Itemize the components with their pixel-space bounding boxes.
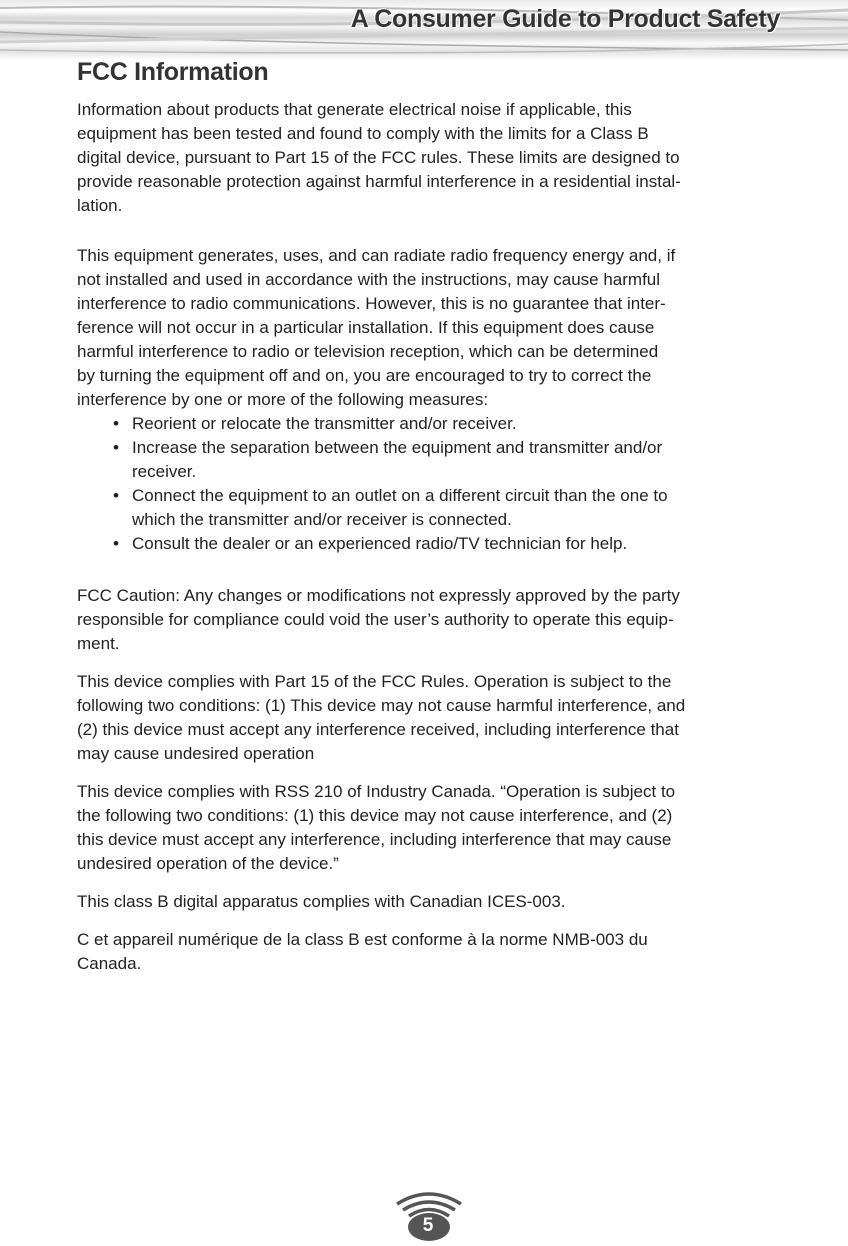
paragraph-interference xyxy=(77,244,777,412)
text-line: following two conditions: (1) This device may not cause harmful interference, and xyxy=(77,696,686,715)
text-line: may cause undesired operation xyxy=(77,744,315,763)
text-line: ference will not occur in a particular installation. If this equipment does cause xyxy=(77,318,655,337)
text-line: This device complies with RSS 210 of Industry Canada. “Operation is subject to xyxy=(77,782,676,801)
bullet-icon: • xyxy=(113,414,119,433)
text-line: receiver. xyxy=(132,462,197,481)
text-line: Reorient or relocate the transmitter and/or receiver. xyxy=(132,414,517,433)
text-line: by turning the equipment off and on, you are encouraged to try to correct the xyxy=(77,366,652,385)
text-line: harmful interference to radio or television reception, which can be determined xyxy=(77,342,659,361)
list-item xyxy=(77,412,777,436)
list-item xyxy=(77,532,777,556)
text-line: This class B digital apparatus complies with Canadian ICES-003. xyxy=(77,892,566,911)
text-line: Connect the equipment to an outlet on a different circuit than the one to xyxy=(132,486,668,505)
text-line: (2) this device must accept any interference received, including interference that xyxy=(77,720,679,739)
paragraph-ices003 xyxy=(77,890,777,914)
text-line: undesired operation of the device.” xyxy=(77,854,339,873)
text-line: Consult the dealer or an experienced radio/TV technician for help. xyxy=(132,534,628,553)
paragraph-nmb003 xyxy=(77,928,777,976)
text-line: interference by one or more of the following measures: xyxy=(77,390,489,409)
bullet-icon: • xyxy=(113,534,119,553)
header-title: A Consumer Guide to Product Safety xyxy=(350,5,780,33)
text-line: C et appareil numérique de la class B est conforme à la norme NMB-003 du xyxy=(77,930,648,949)
measures-list xyxy=(77,412,777,556)
text-line: This device complies with Part 15 of the FCC Rules. Operation is subject to the xyxy=(77,672,672,691)
list-item xyxy=(77,436,777,484)
text-line: lation. xyxy=(77,196,123,215)
paragraph-class-b-limits xyxy=(77,98,777,218)
text-line: responsible for compliance could void the user’s authority to operate this equip- xyxy=(77,610,674,629)
list-item xyxy=(77,484,777,532)
text-line: the following two conditions: (1) this device may not cause interference, and (2) xyxy=(77,806,673,825)
text-line: interference to radio communications. However, this is no guarantee that inter- xyxy=(77,294,666,313)
text-line: FCC Caution: Any changes or modifications not expressly approved by the party xyxy=(77,586,680,605)
text-line: which the transmitter and/or receiver is connected. xyxy=(132,510,512,529)
text-line: Information about products that generate electrical noise if applicable, this xyxy=(77,100,632,119)
bullet-icon: • xyxy=(113,486,119,505)
section-title: FCC Information xyxy=(77,58,269,86)
text-line: ment. xyxy=(77,634,120,653)
text-line: equipment has been tested and found to comply with the limits for a Class B xyxy=(77,124,649,143)
text-line: This equipment generates, uses, and can radiate radio frequency energy and, if xyxy=(77,246,676,265)
page-number: 5 xyxy=(422,1215,434,1236)
bullet-icon: • xyxy=(113,438,119,457)
text-line: Canada. xyxy=(77,954,142,973)
text-line: this device must accept any interference, including interference that may cause xyxy=(77,830,672,849)
text-line: not installed and used in accordance with the instructions, may cause harmful xyxy=(77,270,661,289)
text-line: Increase the separation between the equipment and transmitter and/or xyxy=(132,438,663,457)
paragraph-part15 xyxy=(77,670,777,766)
page-header xyxy=(0,0,848,60)
paragraph-rss210 xyxy=(77,780,777,876)
text-line: digital device, pursuant to Part 15 of the FCC rules. These limits are designed to xyxy=(77,148,680,167)
paragraph-fcc-caution xyxy=(77,584,777,656)
body-content xyxy=(77,98,777,990)
text-line: provide reasonable protection against harmful interference in a residential instal- xyxy=(77,172,681,191)
